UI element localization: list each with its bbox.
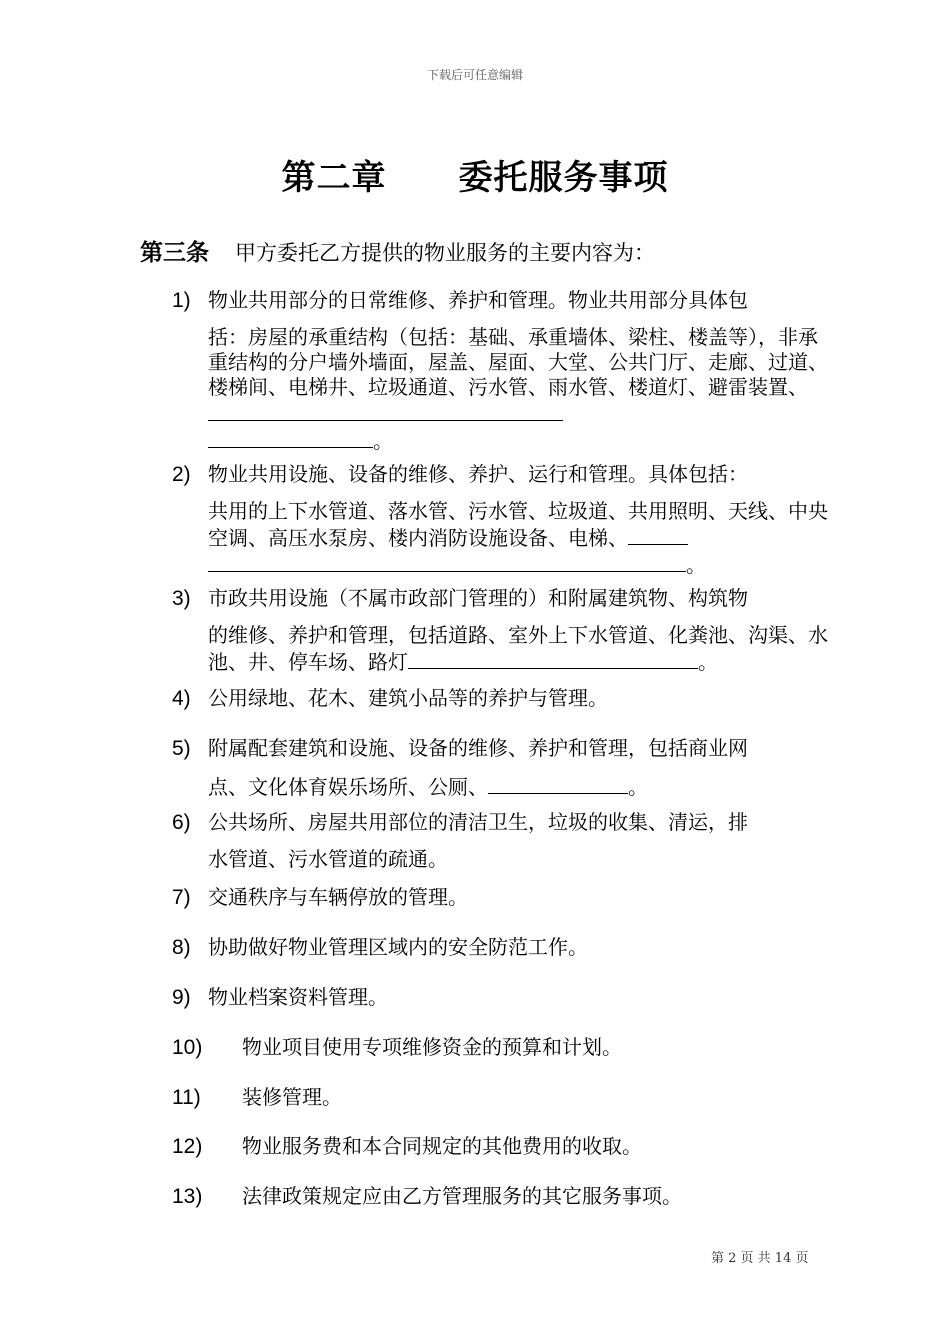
item-text: 物业共用部分的日常维修、养护和管理。物业共用部分具体包 (208, 288, 748, 312)
fill-blank (488, 773, 628, 794)
item-number: 12) (172, 1135, 203, 1158)
item-text: 交通秩序与车辆停放的管理。 (208, 885, 468, 909)
item-text: 物业档案资料管理。 (208, 985, 388, 1009)
item-text: 附属配套建筑和设施、设备的维修、养护和管理，包括商业网 (208, 736, 748, 760)
item-number: 13) (172, 1185, 203, 1208)
item-continuation: 的维修、养护和管理，包括道路、室外上下水管道、化粪池、沟渠、水池、井、停车场、路灯 (208, 623, 828, 674)
item-end: 。 (698, 650, 718, 674)
item-number: 5) (172, 737, 191, 760)
item-text: 物业服务费和本合同规定的其他费用的收取。 (242, 1134, 642, 1158)
fill-blank (208, 427, 373, 448)
item-text: 公共场所、房屋共用部位的清洁卫生，垃圾的收集、清运，排 (208, 810, 748, 834)
item-continuation: 共用的上下水管道、落水管、污水管、垃圾道、共用照明、天线、中央空调、高压水泵房、楼内消防设施设备、电梯、 (208, 499, 828, 550)
fill-blank (408, 648, 698, 669)
item-end: 。 (686, 553, 706, 577)
article-label: 第三条 (140, 240, 209, 266)
item-number: 7) (172, 886, 191, 909)
item-number: 2) (172, 463, 191, 486)
item-text: 市政共用设施（不属市政部门管理的）和附属建筑物、构筑物 (208, 586, 748, 610)
chapter-title (0, 150, 950, 199)
fill-blank (208, 400, 563, 421)
article-3 (140, 234, 840, 267)
item-number: 4) (172, 687, 191, 710)
chapter-name: 委托服务事项 (458, 158, 669, 198)
item-number: 3) (172, 587, 191, 610)
item-number: 11) (172, 1086, 201, 1109)
item-continuation: 括：房屋的承重结构（包括：基础、承重墙体、梁柱、楼盖等），非承重结构的分户墙外墙面，屋盖、屋面、大堂、公共门厅、走廊、过道、楼梯间、电梯井、垃圾通道、污水管、雨水管、楼道灯、避雷装置、 (208, 325, 828, 399)
item-end: 。 (373, 429, 393, 453)
item-text: 物业共用设施、设备的维修、养护、运行和管理。具体包括： (208, 462, 748, 486)
item-number: 10) (172, 1036, 203, 1059)
page-footer: 第 2 页 共 14 页 (711, 1251, 809, 1266)
fill-blank (208, 551, 686, 572)
item-text: 物业项目使用专项维修资金的预算和计划。 (242, 1035, 622, 1059)
item-continuation: 水管道、污水管道的疏通。 (208, 847, 448, 871)
fill-blank (628, 524, 688, 545)
item-number: 8) (172, 936, 191, 959)
article-text: 甲方委托乙方提供的物业服务的主要内容为： (235, 241, 655, 265)
item-continuation: 点、文化体育娱乐场所、公厕、 (208, 775, 488, 799)
item-number: 6) (172, 811, 191, 834)
page-header: 下载后可任意编辑 (426, 68, 523, 82)
item-text: 协助做好物业管理区域内的安全防范工作。 (208, 935, 588, 959)
item-text: 法律政策规定应由乙方管理服务的其它服务事项。 (242, 1184, 682, 1208)
item-number: 1) (172, 289, 191, 312)
chapter-label: 第二章 (281, 158, 387, 198)
item-text: 装修管理。 (242, 1085, 342, 1109)
item-number: 9) (172, 986, 191, 1009)
item-text: 公用绿地、花木、建筑小品等的养护与管理。 (208, 686, 608, 710)
item-end: 。 (628, 775, 648, 799)
